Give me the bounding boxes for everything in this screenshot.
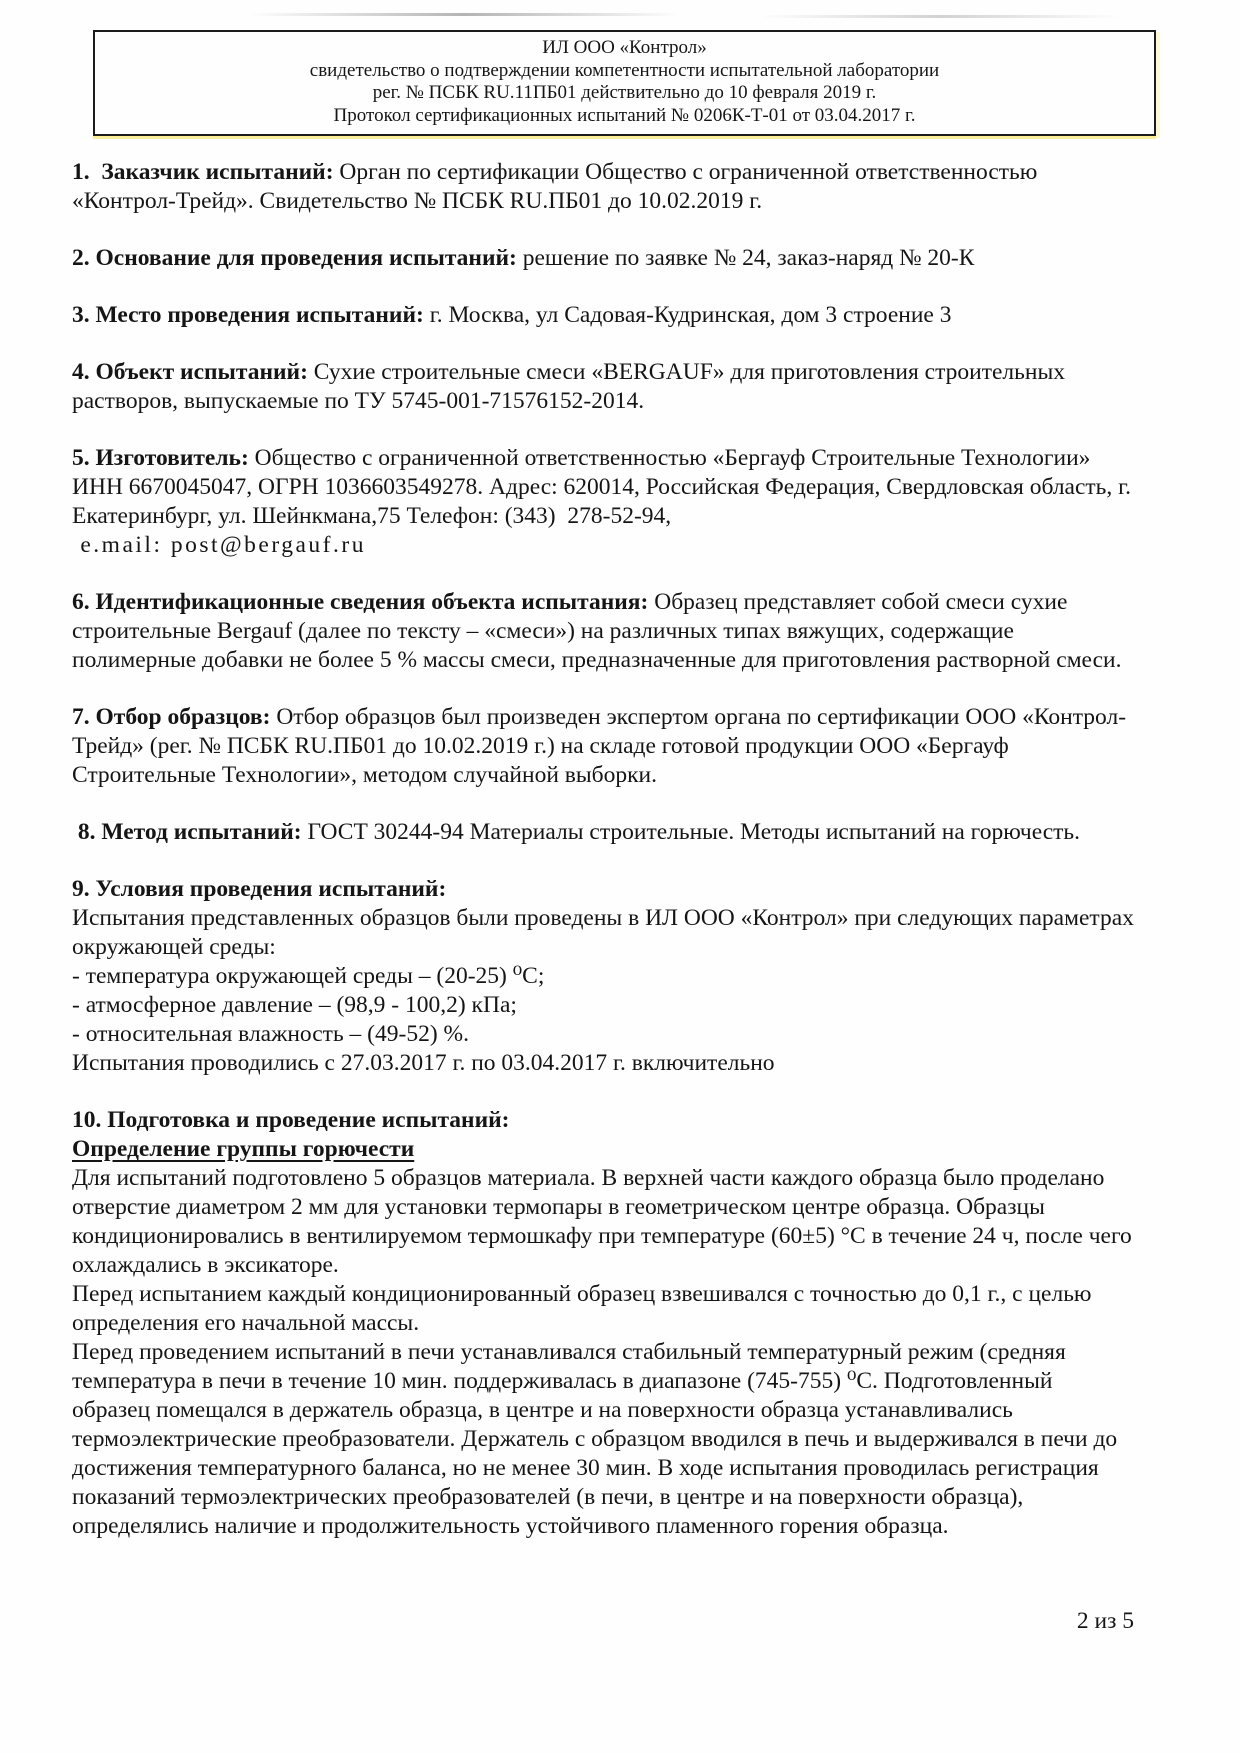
section-sampling-text: Отбор образцов был произведен экспертом органа по сертификации ООО «Контрол-Трейд» (рег. № ПСБК RU.ПБ01 до 10.02.2019 г.) на складе готовой продукции ООО «Бергауф Строительные Технологии», методом случайной выборки. <box>72 704 1127 788</box>
section-basis <box>72 244 1134 273</box>
section-test-location-label: 3. Место проведения испытаний: <box>72 302 424 328</box>
lab-certificate-header-box <box>93 30 1156 136</box>
section-manufacturer <box>72 444 1137 560</box>
section-identification-text: Образец представляет собой смеси сухие строительные Bergauf (далее по тексту – «смеси») на различных типах вяжущих, содержащие полимерные добавки не более 5 % массы смеси, предназначенные для приготовления растворной смеси. <box>72 589 1122 673</box>
section-test-object <box>72 358 1134 416</box>
section-customer <box>72 158 1134 216</box>
header-registration-line: рег. № ПСБК RU.11ПБ01 действительно до 10 февраля 2019 г. <box>372 82 877 103</box>
condition-atmospheric-pressure: - атмосферное давление – (98,9 - 100,2) кПа; <box>72 992 517 1018</box>
section-test-method-label: 8. Метод испытаний: <box>72 819 302 845</box>
section-test-procedure-label: 10. Подготовка и проведение испытаний: <box>72 1107 510 1133</box>
section-basis-label: 2. Основание для проведения испытаний: <box>72 245 517 271</box>
section-test-object-text: Сухие строительные смеси «BERGAUF» для приготовления строительных растворов, выпускаемые по ТУ 5745-001-71576152-2014. <box>72 359 1071 414</box>
manufacturer-email: e.mail: post@bergauf.ru <box>72 532 366 558</box>
section-manufacturer-label: 5. Изготовитель: <box>72 445 249 471</box>
flammability-group-subheading: Определение группы горючести <box>72 1136 415 1162</box>
procedure-paragraph-weighing: Перед испытанием каждый кондиционированный образец взвешивался с точностью до 0,1 г., с целью определения его начальной массы. <box>72 1281 1098 1336</box>
section-identification <box>72 588 1134 675</box>
section-test-object-label: 4. Объект испытаний: <box>72 359 308 385</box>
section-basis-text: решение по заявке № 24, заказ-наряд № 20-К <box>516 245 975 271</box>
condition-relative-humidity: - относительная влажность – (49-52) %. <box>72 1021 469 1047</box>
section-customer-text: Орган по сертификации Общество с ограниченной ответственностью «Контрол-Трейд». Свидетельство № ПСБК RU.ПБ01 до 10.02.2019 г. <box>72 159 1044 214</box>
scan-artifact-top-right <box>760 15 1120 18</box>
test-conditions-dates: Испытания проводились с 27.03.2017 г. по 03.04.2017 г. включительно <box>72 1050 775 1076</box>
procedure-paragraph-furnace: Перед проведением испытаний в печи устанавливался стабильный температурный режим (средняя температура в печи в течение 10 мин. поддерживалась в диапазоне (745-755) ⁰С. Подготовленный образец помещался в держатель образца, в центре и на поверхности образца устанавливались термоэлектрические преобразователи. Держатель с образцом вводился в печь и выдерживался в печи до достижения температурного баланса, но не менее 30 мин. В ходе испытания проводилась регистрация показаний термоэлектрических преобразователей (в печи, в центре и на поверхности образца), определялись наличие и продолжительность устойчивого пламенного горения образца. <box>72 1339 1124 1539</box>
section-test-location <box>72 301 1134 330</box>
condition-ambient-temperature: - температура окружающей среды – (20-25) ⁰С; <box>72 963 545 989</box>
page-number: 2 из 5 <box>1076 1608 1134 1634</box>
section-test-location-text: г. Москва, ул Садовая-Кудринская, дом 3 строение 3 <box>423 302 952 328</box>
test-conditions-intro: Испытания представленных образцов были проведены в ИЛ ООО «Контрол» при следующих параметрах окружающей среды: <box>72 905 1140 960</box>
section-test-conditions-label: 9. Условия проведения испытаний: <box>72 876 447 902</box>
section-test-conditions <box>72 875 1140 1078</box>
section-manufacturer-text: Общество с ограниченной ответственностью «Бергауф Строительные Технологии» ИНН 6670045047, ОГРН 1036603549278. Адрес: 620014, Российская Федерация, Свердловская область, г. Екатеринбург, ул. Шейнкмана,75 Телефон: (343) 278-52-94, <box>72 445 1137 529</box>
section-sampling <box>72 703 1134 790</box>
scan-artifact-top-left <box>250 13 680 16</box>
section-test-method-text: ГОСТ 30244-94 Материалы строительные. Методы испытаний на горючесть. <box>301 819 1081 845</box>
section-customer-label: 1. Заказчик испытаний: <box>72 159 334 185</box>
document-body <box>72 158 1140 1541</box>
manufacturer-main-line <box>72 444 1137 531</box>
section-test-procedure <box>72 1106 1138 1541</box>
header-lab-name: ИЛ ООО «Контрол» <box>542 37 707 58</box>
header-competence-certificate-line: свидетельство о подтверждении компетентности испытательной лаборатории <box>309 59 940 81</box>
header-protocol-number-line: Протокол сертификационных испытаний № 0206К-Т-01 от 03.04.2017 г. <box>333 104 916 126</box>
procedure-paragraph-samples: Для испытаний подготовлено 5 образцов материала. В верхней части каждого образца было проделано отверстие диаметром 2 мм для установки термопары в геометрическом центре образца. Образцы кондиционировались в вентилируемом термошкафу при температуре (60±5) °С в течение 24 ч, после чего охлаждались в эксикаторе. <box>72 1165 1138 1278</box>
section-sampling-label: 7. Отбор образцов: <box>72 704 271 730</box>
section-identification-label: 6. Идентификационные сведения объекта испытания: <box>72 589 649 615</box>
section-test-method <box>72 818 1134 847</box>
